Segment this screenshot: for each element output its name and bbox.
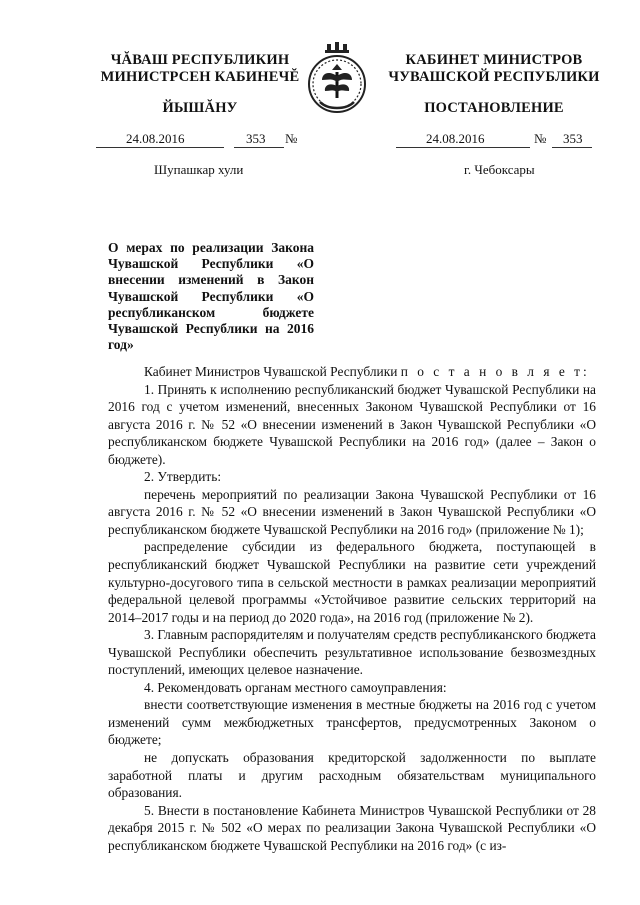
document-title: О мерах по реализации Закона Чувашской Республики «О внесении изменений в Закон Чувашской Республики «О республиканском бюджете Чувашской Республики на 2016 год»: [108, 240, 314, 353]
paragraph-2b: распределение субсидии из федерального бюджета, поступающей в республиканский бюджет Чувашской Республики на развитие сети учреждений культурно-досугового типа в сельской местности в рамках реализации мероприятий федеральной целевой программы «Устойчивое развитие сельских территорий на 2014–2017 годы и на период до 2020 года», на 2016 год (приложение № 2).: [108, 539, 596, 625]
left-org-line1: ЧĂВАШ РЕСПУБЛИКИН: [110, 52, 290, 68]
left-number: 353: [246, 131, 266, 146]
paragraph-5: 5. Внести в постановление Кабинета Министров Чувашской Республики от 28 декабря 2015 г. № 502 «О мерах по реализации Закона Чувашской Республики «О республиканском бюджете Чувашской Республики на 2016 год» (с из-: [108, 802, 596, 853]
right-city: г. Чебоксары: [464, 162, 535, 177]
paragraph-3: 3. Главным распорядителям и получателям средств республиканского бюджета Чувашской Республики обеспечить результативное использование безвозмездных поступлений, имеющих целевое назначение.: [108, 627, 596, 678]
paragraph-2: 2. Утвердить:: [144, 469, 222, 485]
coat-of-arms-emblem: [298, 40, 376, 118]
right-org-line1: КАБИНЕТ МИНИСТРОВ: [405, 52, 583, 68]
left-number-underline: [234, 147, 284, 148]
left-org-line2: МИНИСТРСЕН КАБИНЕЧĔ: [100, 69, 300, 85]
right-org-line2: ЧУВАШСКОЙ РЕСПУБЛИКИ: [388, 69, 600, 85]
emblem-icon: [298, 40, 376, 118]
left-date: 24.08.2016: [126, 131, 185, 146]
intro-paragraph: [108, 363, 596, 381]
document-body: [108, 363, 596, 854]
right-number: 353: [563, 131, 583, 146]
paragraph-4: 4. Рекомендовать органам местного самоуправления:: [144, 679, 447, 695]
intro-verb: п о с т а н о в л я е т:: [400, 364, 590, 379]
left-number-sign: №: [285, 131, 298, 146]
paragraph-1: 1. Принять к исполнению республиканский бюджет Чувашской Республики на 2016 год с учетом изменений, внесенных Законом Чувашской Республики от 16 августа 2016 г. № 52 «О внесении изменений в Закон Чувашской Республики «О республиканском бюджете Чувашской Республики на 2016 год» (далее – Закон о бюджете).: [108, 381, 596, 467]
intro-prefix: Кабинет Министров Чувашской Республики: [144, 364, 398, 379]
right-date-underline: [396, 147, 530, 148]
right-doc-type: ПОСТАНОВЛЕНИЕ: [424, 100, 564, 116]
left-org-name: [100, 52, 300, 86]
left-city: Шупашкар хули: [154, 162, 244, 177]
right-number-underline: [552, 147, 592, 148]
left-date-underline: [96, 147, 224, 148]
left-doc-type: ЙЫШĂНУ: [162, 100, 238, 116]
paragraph-4a: внести соответствующие изменения в местные бюджеты на 2016 год с учетом изменений сумм межбюджетных трансфертов, предусмотренных Законом о бюджете;: [108, 697, 596, 748]
paragraph-4b: не допускать образования кредиторской задолженности по выплате заработной платы и другим расходным обязательствам муниципального образования.: [108, 750, 596, 801]
right-date: 24.08.2016: [426, 131, 485, 146]
right-number-sign: №: [534, 131, 547, 146]
right-org-name: [382, 52, 606, 86]
paragraph-2a: перечень мероприятий по реализации Закона Чувашской Республики от 16 августа 2016 г. № 52 «О внесении изменений в Закон Чувашской Республики «О республиканском бюджете Чувашской Республики на 2016 год» (приложение № 1);: [108, 486, 596, 537]
